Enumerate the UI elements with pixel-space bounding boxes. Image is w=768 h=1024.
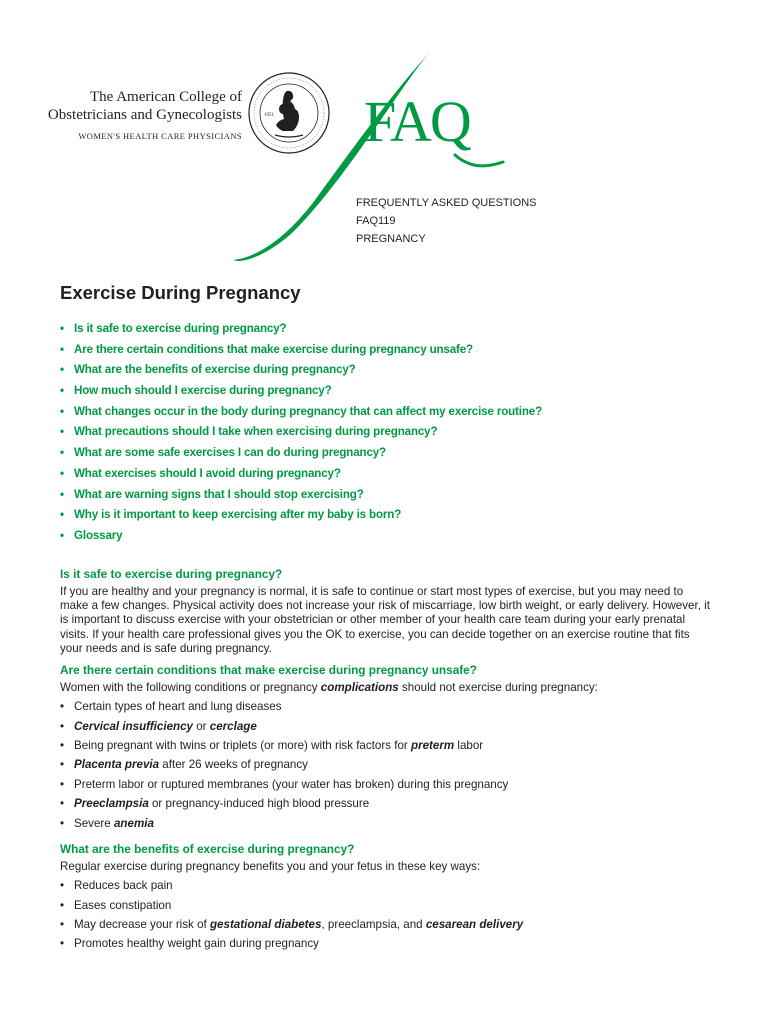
section-heading-unsafe: Are there certain conditions that make exercise during pregnancy unsafe? (60, 663, 477, 678)
bullet-icon: • (60, 719, 65, 733)
section-heading-safe: Is it safe to exercise during pregnancy? (60, 567, 283, 581)
text-run: Reduces back pain (74, 879, 173, 893)
toc-link[interactable]: What changes occur in the body during pregnancy that can affect my exercise routine? (74, 404, 542, 418)
text-run: May decrease your risk of (74, 917, 210, 931)
list-item (60, 816, 710, 835)
list-item (60, 796, 710, 815)
page-title: Exercise During Pregnancy (60, 282, 301, 303)
bullet-icon: • (60, 446, 64, 460)
meta-number: FAQ119 (356, 215, 396, 227)
org-name-line-1: The American College of (89, 89, 242, 105)
list-item (60, 898, 710, 917)
bullet-icon: • (60, 937, 65, 951)
list-item (60, 936, 710, 955)
bullet-icon: • (60, 487, 64, 501)
toc-link[interactable]: What precautions should I take when exercising during pregnancy? (74, 425, 438, 439)
document-header (0, 0, 768, 280)
toc-link-glossary[interactable]: Glossary (74, 528, 123, 542)
list-item (60, 738, 710, 757)
toc-item[interactable] (60, 445, 542, 466)
article-body (60, 566, 710, 956)
table-of-contents (60, 321, 542, 549)
bullet-icon: • (60, 528, 64, 542)
glossary-term: cerclage (209, 719, 257, 733)
bullet-icon: • (60, 797, 65, 811)
toc-item[interactable] (60, 487, 542, 508)
bullet-icon: • (60, 404, 64, 418)
text-run: Preterm labor or ruptured membranes (your water has broken) during this pregnancy (74, 777, 509, 791)
text-run: labor (454, 739, 484, 752)
toc-link[interactable]: Why is it important to keep exercising after my baby is born? (74, 508, 402, 522)
section-intro-benefits: Regular exercise during pregnancy benefits you and your fetus in these key ways: (60, 859, 481, 873)
bullet-icon: • (60, 342, 64, 356)
list-item (60, 917, 710, 936)
list-item (60, 699, 710, 718)
toc-item[interactable] (60, 362, 542, 383)
org-name-line-2: Obstetricians and Gynecologists (47, 107, 242, 123)
text-run: Severe (74, 816, 114, 830)
glossary-term: complications (320, 681, 399, 695)
toc-item[interactable] (60, 321, 542, 342)
benefits-list (60, 878, 710, 956)
bullet-icon: • (60, 425, 64, 439)
text-run: Being pregnant with twins or triplets (or more) with risk factors for (74, 739, 411, 752)
text-run: Eases constipation (74, 898, 172, 912)
toc-item[interactable] (60, 342, 542, 363)
faq-wordmark: FAQ (364, 89, 470, 154)
glossary-term: anemia (113, 816, 154, 830)
list-item (60, 878, 710, 897)
toc-item[interactable] (60, 528, 542, 549)
toc-link[interactable]: What are warning signs that I should stop exercising? (74, 487, 364, 501)
bullet-icon: • (60, 322, 64, 335)
faq-meta (356, 196, 537, 250)
toc-item[interactable] (60, 404, 542, 425)
bullet-icon: • (60, 363, 64, 377)
glossary-term: gestational diabetes (209, 917, 322, 931)
section-intro-unsafe (60, 681, 710, 695)
glossary-term: preterm (410, 739, 455, 752)
bullet-icon: • (60, 917, 65, 931)
bullet-icon: • (60, 739, 65, 752)
glossary-term: cesarean delivery (425, 917, 524, 931)
meta-category: PREGNANCY (356, 233, 426, 245)
section-body-safe: If you are healthy and your pregnancy is normal, it is safe to continue or start most types of exercise, but you may need to make a few changes. Physical activity does not increase your risk of miscarriage, low birth weight, or early delivery. However, it is important to discuss exercise with your obstetrician or other member of your health care team during your early prenatal visits. If your health care professional gives you the OK to exercise, you can decide together on an exercise routine that fits your needs and is safe during pregnancy. (60, 585, 710, 655)
bullet-icon: • (60, 466, 64, 480)
text-run: Promotes healthy weight gain during pregnancy (74, 937, 319, 951)
text-run: or pregnancy-induced high blood pressure (148, 797, 370, 811)
toc-item[interactable] (60, 507, 542, 528)
bullet-icon: • (60, 508, 64, 522)
toc-link[interactable]: What exercises should I avoid during pregnancy? (74, 466, 341, 480)
toc-link[interactable]: What are some safe exercises I can do during pregnancy? (74, 446, 386, 460)
bullet-icon: • (60, 879, 65, 893)
bullet-icon: • (60, 700, 65, 714)
text-run: , preeclampsia, and (321, 917, 426, 931)
bullet-icon: • (60, 898, 65, 912)
list-item (60, 757, 710, 776)
section-heading-benefits: What are the benefits of exercise during pregnancy? (60, 841, 355, 856)
toc-item[interactable] (60, 383, 542, 404)
meta-series: FREQUENTLY ASKED QUESTIONS (356, 197, 537, 209)
unsafe-conditions-list (60, 699, 710, 835)
text-run: Women with the following conditions or pregnancy (60, 681, 321, 695)
glossary-term: Placenta previa (74, 758, 160, 772)
toc-item[interactable] (60, 424, 542, 445)
acog-name (48, 88, 242, 145)
text-run: after 26 weeks of pregnancy (159, 758, 308, 772)
bullet-icon: • (60, 758, 65, 772)
toc-item[interactable] (60, 466, 542, 487)
glossary-term: Preeclampsia (74, 797, 149, 811)
toc-link[interactable]: Are there certain conditions that make exercise during pregnancy unsafe? (74, 342, 473, 356)
text-run: or (193, 719, 210, 733)
text-run: should not exercise during pregnancy: (398, 681, 598, 695)
glossary-term: Cervical insufficiency (74, 719, 193, 733)
bullet-icon: • (60, 384, 64, 398)
bullet-icon: • (60, 777, 65, 791)
toc-link[interactable]: How much should I exercise during pregnancy? (74, 384, 332, 398)
list-item (60, 719, 710, 738)
text-run: Certain types of heart and lung diseases (74, 700, 282, 714)
org-tagline: WOMEN'S HEALTH CARE PHYSICIANS (78, 131, 242, 141)
list-item (60, 777, 710, 796)
toc-link[interactable]: Is it safe to exercise during pregnancy? (74, 322, 287, 335)
bullet-icon: • (60, 816, 65, 830)
seal-year: 1951 (264, 113, 274, 118)
toc-link[interactable]: What are the benefits of exercise during pregnancy? (74, 363, 356, 377)
